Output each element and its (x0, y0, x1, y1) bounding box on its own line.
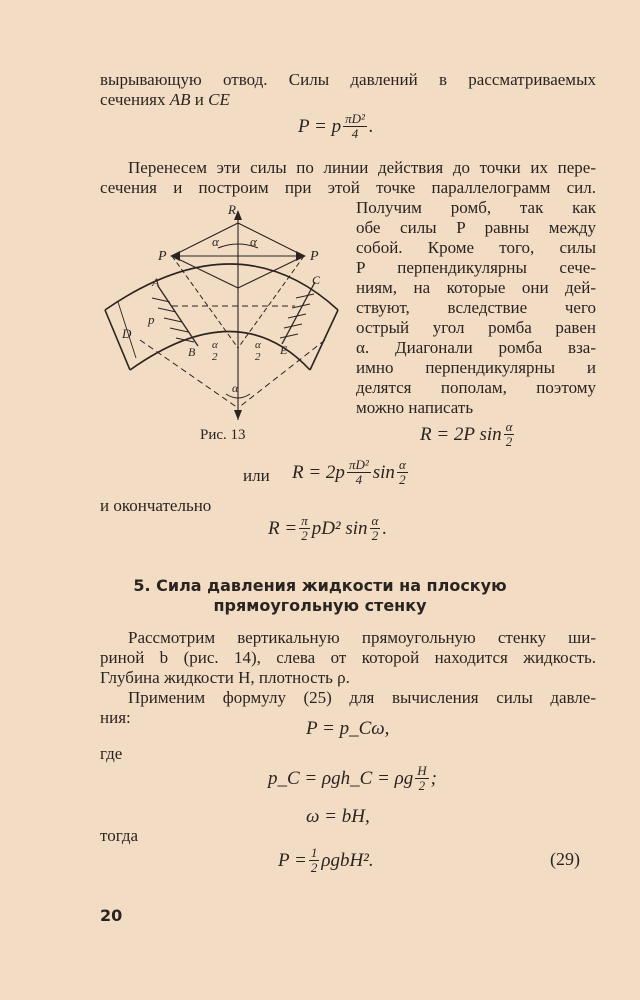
section-heading-line1: 5. Сила давления жидкости на плоскую (133, 576, 507, 595)
numerator: H (417, 763, 427, 778)
formula-part: P = (278, 849, 307, 871)
label-E: E (280, 343, 288, 357)
denominator: 2 (301, 528, 308, 543)
text-line: Перенесем эти силы по линии действия до точки их пере- (128, 158, 596, 177)
fraction (504, 420, 515, 449)
label-half: 2 (212, 351, 218, 363)
text-line: вырывающую отвод. Силы давлений в рассматриваемых (100, 70, 596, 89)
formula-resultant-final (268, 514, 387, 543)
label-alpha: α (232, 381, 239, 395)
text-line: ниям, на которые они дей- (356, 278, 596, 297)
label-alpha-half: α (255, 339, 261, 351)
arrow-head (234, 410, 242, 420)
formula-part: R = (268, 517, 298, 539)
text-line (100, 90, 230, 109)
denominator: 4 (351, 126, 359, 141)
section-ce-line (282, 282, 315, 344)
formula-part: P = p (298, 115, 342, 137)
fraction (299, 514, 310, 543)
numerator: α (398, 457, 406, 472)
denominator: 2 (505, 434, 513, 449)
text-line: можно написать (356, 398, 474, 417)
text-line: ния: (100, 708, 131, 727)
denominator: 2 (399, 472, 406, 487)
text-line: имно перпендикулярны и (356, 358, 596, 377)
text-line: P перпендикулярны сече- (356, 258, 596, 277)
section-ab: AB (169, 90, 191, 109)
figure-caption: Рис. 13 (200, 427, 246, 443)
label-alpha: α (212, 234, 219, 249)
fraction (397, 458, 408, 487)
formula-resultant-expanded (292, 458, 410, 487)
formula-part: sin (372, 461, 395, 483)
label-alpha: α (250, 234, 257, 249)
fraction (343, 112, 367, 141)
fraction (347, 458, 371, 487)
label-alpha-half: α (212, 339, 218, 351)
section-ce: CE (208, 90, 230, 109)
text-line: или (243, 466, 270, 485)
formula-part: ρgbH². (321, 849, 374, 871)
text-line: Получим ромб, так как (356, 198, 596, 217)
figure-13-pipe-bend (100, 198, 350, 423)
text-line: сечения и построим при этой точке параллелограмм сил. (100, 178, 596, 197)
formula-part: R = 2P sin (420, 423, 502, 445)
label-P-right: P (310, 249, 319, 264)
formula-resultant (420, 420, 516, 449)
text-span: и (190, 90, 209, 109)
numerator: π (301, 513, 308, 528)
text-span: сечениях (100, 90, 170, 109)
label-half: 2 (255, 351, 261, 363)
denominator: 4 (355, 472, 363, 487)
formula-part: . (368, 115, 374, 137)
formula-area: ω = bH, (306, 806, 370, 827)
numerator: πD² (345, 111, 365, 126)
text-line: обе силы P равны между (356, 218, 596, 237)
denominator: 2 (371, 528, 379, 543)
formula-29 (278, 846, 374, 875)
label-p: p (148, 312, 155, 327)
section-heading-line2: прямоугольную стенку (213, 596, 427, 615)
text-line: Глубина жидкости H, плотность ρ. (100, 668, 350, 687)
pipe-right-end (310, 310, 338, 370)
formula-force-def: P = p_Cω, (306, 718, 390, 739)
formula-part: . (382, 517, 388, 539)
label-B: B (188, 345, 196, 359)
label-A: A (152, 275, 160, 289)
text-line: Применим формулу (25) для вычисления силы давле- (128, 688, 596, 707)
numerator: α (371, 513, 379, 528)
equation-number: (29) (550, 849, 580, 869)
label-C: C (312, 273, 321, 287)
fraction (415, 764, 428, 793)
text-line: риной b (рис. 14), слева от которой находится жидкость. (100, 648, 596, 667)
text-line: делятся пополам, поэтому (356, 378, 596, 397)
fraction (309, 846, 320, 875)
formula-part: R = 2p (292, 461, 345, 483)
label-P-left: P (158, 249, 167, 264)
formula-part: p_C = ρgh_C = ρg (268, 767, 414, 789)
numerator: α (505, 419, 513, 434)
denominator: 2 (418, 778, 426, 793)
fraction (370, 514, 381, 543)
text-line: собой. Кроме того, силы (356, 238, 596, 257)
formula-centroid-pressure (268, 764, 437, 793)
numerator: πD² (348, 457, 369, 472)
section-ab-line (158, 286, 198, 346)
formula-pressure-force (298, 112, 374, 141)
label-R: R (228, 202, 236, 217)
text-line: Рассмотрим вертикальную прямоугольную стенку ши- (128, 628, 596, 647)
numerator: 1 (310, 845, 318, 860)
text-line: ствуют, вследствие чего (356, 298, 596, 317)
formula-part: ; (430, 767, 437, 789)
text-line: острый угол ромба равен (356, 318, 596, 337)
formula-part: pD² sin (311, 517, 368, 539)
text-line: тогда (100, 826, 139, 845)
denominator: 2 (310, 860, 318, 875)
page-number: 20 (100, 906, 123, 925)
text-line: α. Диагонали ромба вза- (356, 338, 596, 357)
text-line: где (100, 744, 123, 763)
text-line: и окончательно (100, 496, 212, 515)
label-D: D (122, 326, 132, 341)
